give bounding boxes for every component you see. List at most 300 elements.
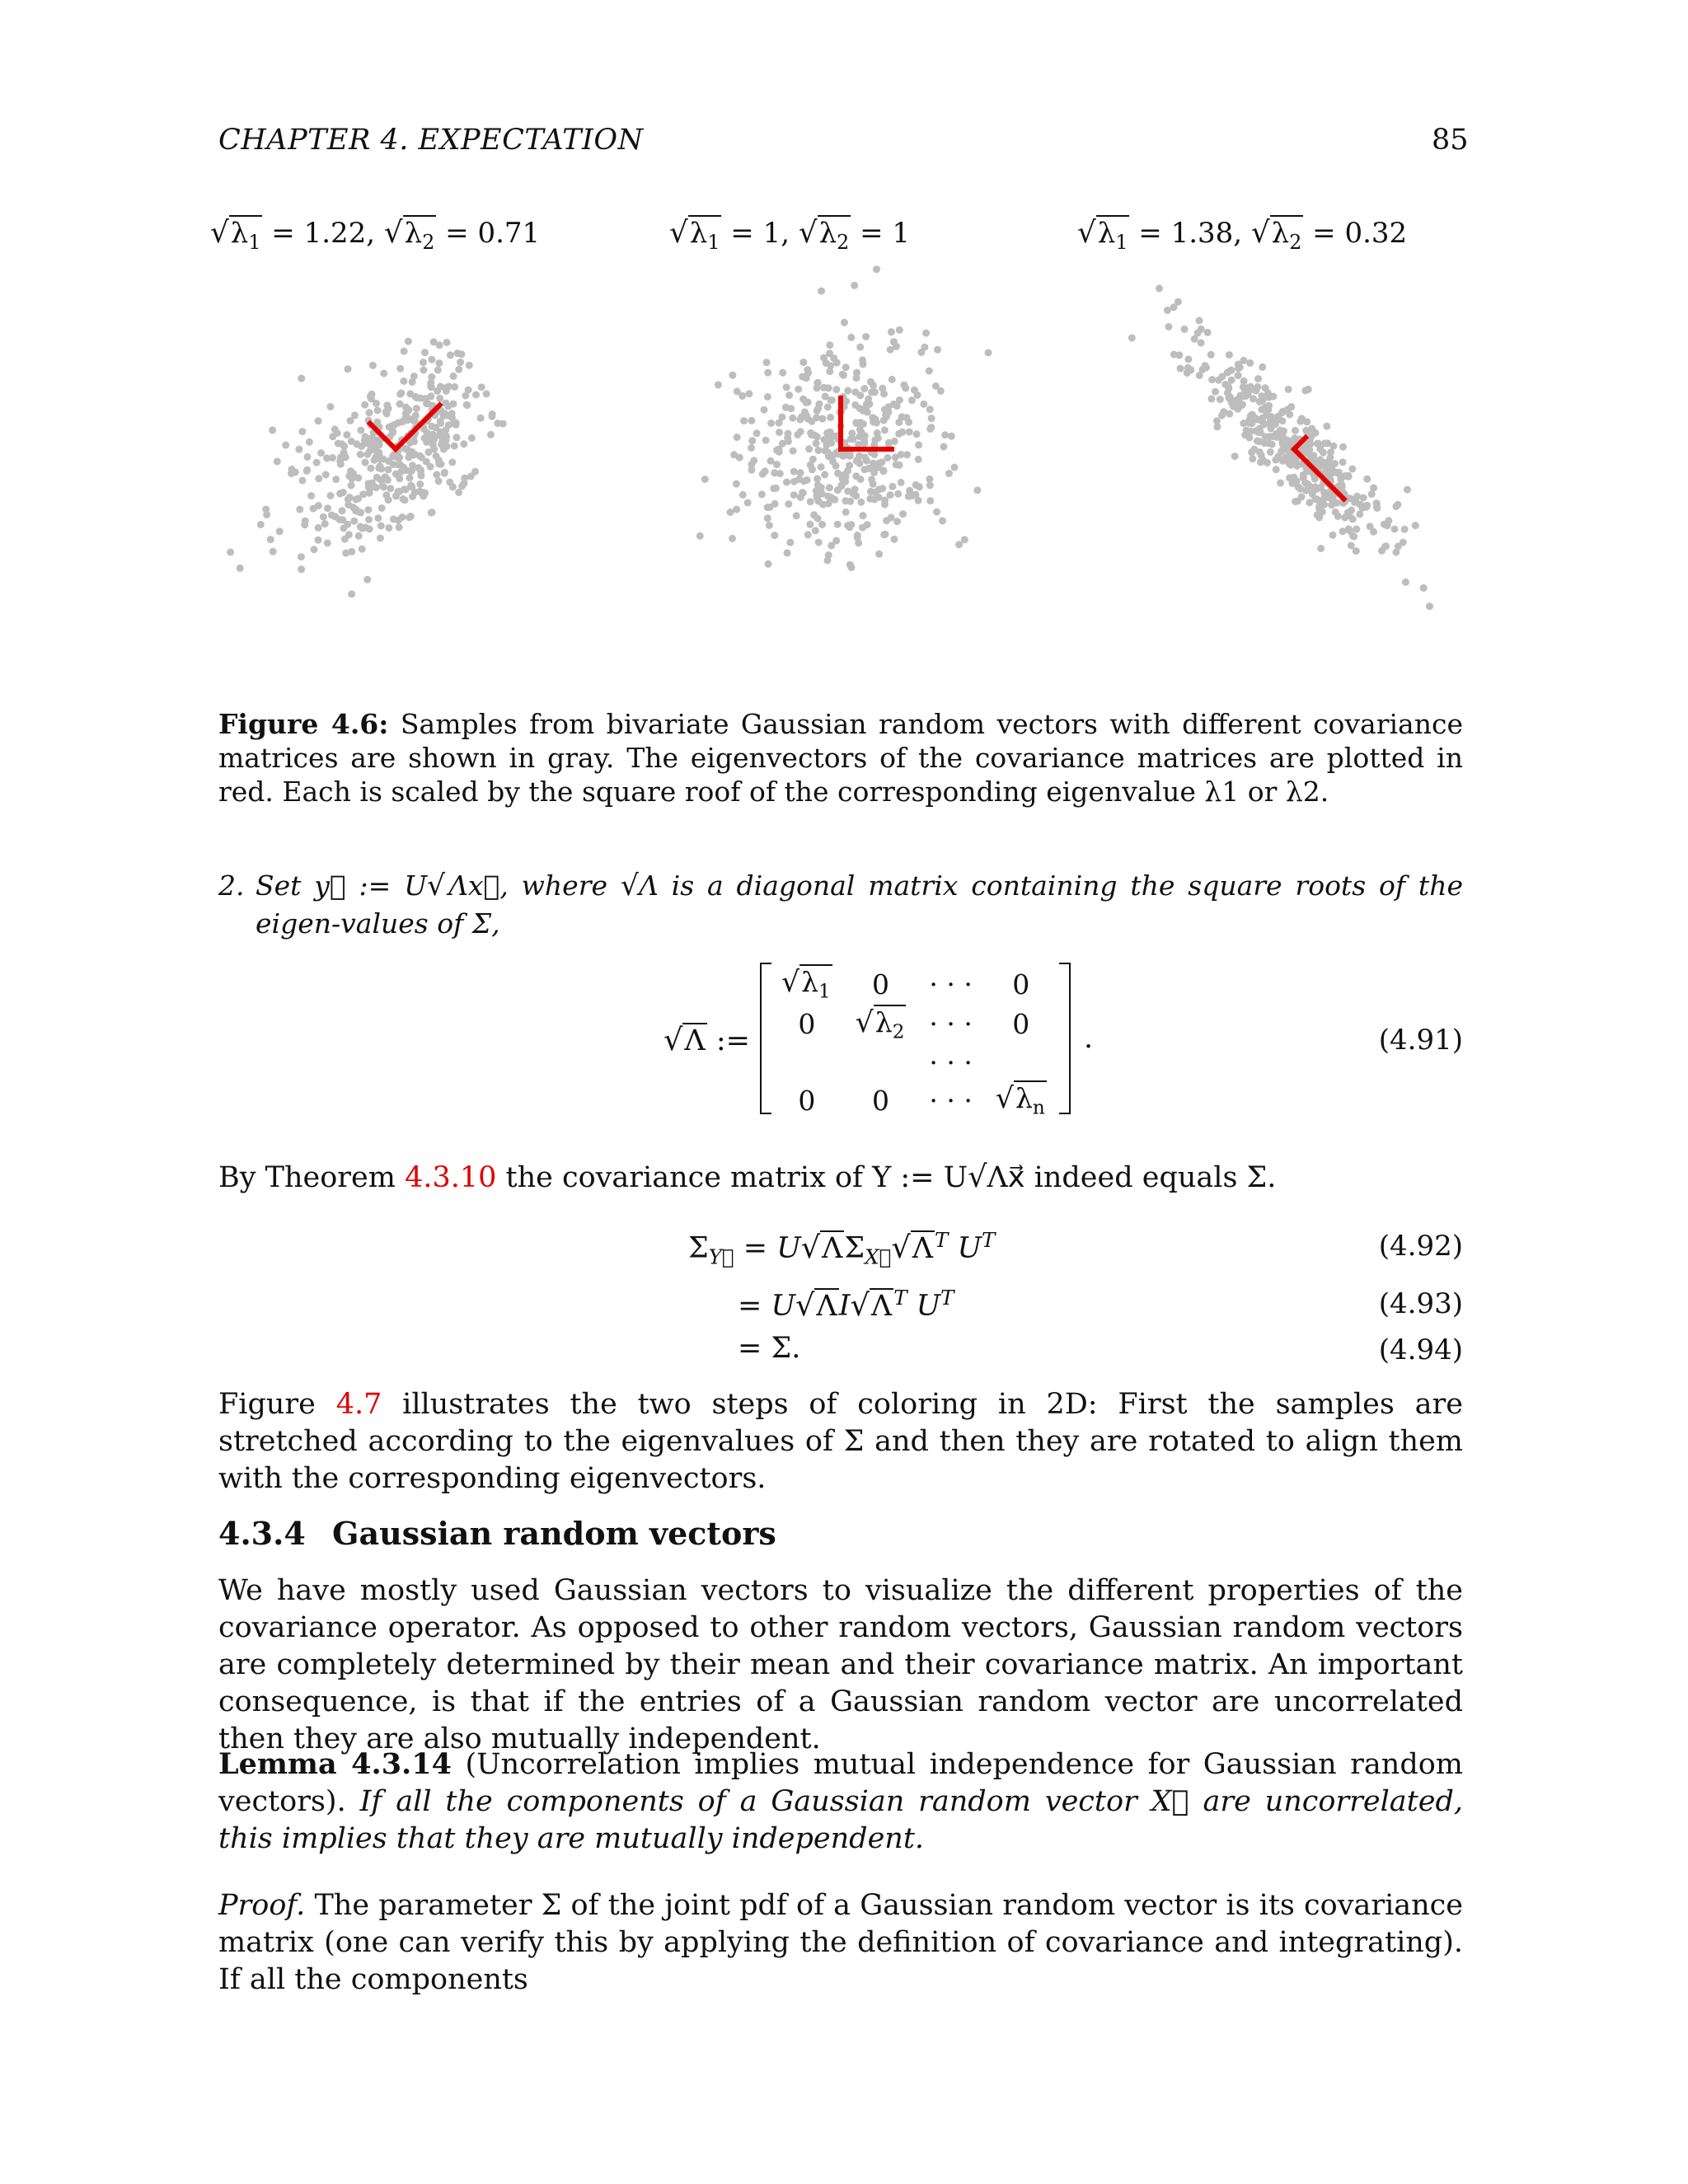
sample-point	[758, 490, 766, 498]
sample-point	[818, 463, 825, 471]
sample-point	[763, 359, 771, 366]
sample-point	[1314, 496, 1321, 504]
sample-point	[1404, 486, 1411, 494]
sample-point	[933, 509, 940, 516]
sample-point	[851, 485, 859, 493]
sample-point	[348, 482, 355, 490]
sample-point	[1156, 284, 1163, 292]
sample-point	[813, 440, 820, 448]
sample-point	[1248, 448, 1255, 456]
sample-point	[1207, 351, 1215, 359]
sample-point	[466, 362, 473, 369]
sample-point	[1311, 429, 1319, 437]
panel-title-2: $√\lambda_1 = 1$, $√\lambda_2 = 1$	[669, 216, 911, 254]
sample-point	[805, 445, 813, 452]
sample-point	[367, 485, 374, 492]
sample-point	[1401, 526, 1409, 533]
sample-point	[1217, 396, 1224, 403]
equation-number-492: (4.92)	[1378, 1230, 1463, 1263]
sample-point	[324, 540, 331, 547]
sample-point	[860, 512, 867, 519]
sample-point	[736, 454, 743, 462]
sample-point	[1262, 433, 1269, 440]
sample-point	[715, 381, 722, 388]
running-header: CHAPTER 4. EXPECTATION	[218, 124, 644, 157]
sample-point	[1329, 532, 1337, 539]
sample-point	[1317, 545, 1325, 552]
sample-point	[764, 393, 771, 401]
sample-point	[831, 496, 838, 504]
sample-point	[1275, 452, 1282, 460]
sample-point	[896, 326, 903, 334]
sample-point	[449, 483, 457, 490]
sample-point	[396, 391, 404, 398]
sample-point	[455, 489, 462, 496]
sample-point	[1306, 440, 1314, 448]
sample-point	[296, 506, 303, 513]
sample-point	[856, 344, 864, 351]
theorem-ref-link[interactable]: 4.3.10	[405, 1161, 497, 1194]
sample-point	[405, 338, 412, 345]
sample-point	[423, 400, 430, 407]
sample-point	[451, 443, 458, 450]
sample-point	[267, 536, 274, 543]
sample-point	[1303, 418, 1311, 425]
sample-point	[416, 488, 424, 495]
sample-point	[937, 387, 945, 395]
sample-point	[1339, 443, 1347, 451]
sample-point	[374, 514, 382, 522]
sample-point	[499, 420, 507, 428]
sample-point	[1353, 547, 1360, 555]
sample-point	[859, 407, 866, 415]
sample-point	[1207, 395, 1215, 402]
sample-point	[796, 416, 804, 424]
sample-point	[921, 344, 928, 351]
sample-point	[1184, 355, 1192, 363]
sample-point	[432, 424, 439, 431]
sample-point	[799, 489, 806, 496]
sample-point	[765, 560, 772, 568]
sample-point	[1332, 509, 1339, 516]
sample-point	[367, 465, 374, 472]
sample-point	[847, 435, 855, 443]
sample-point	[785, 500, 792, 508]
sample-point	[430, 446, 438, 453]
sample-point	[748, 437, 756, 444]
sample-point	[1220, 408, 1227, 415]
sample-point	[298, 375, 305, 382]
sample-point	[1339, 458, 1347, 466]
sample-point	[804, 531, 812, 538]
sample-point	[443, 339, 451, 346]
sample-point	[1311, 475, 1319, 482]
sample-point	[871, 388, 879, 396]
sample-point	[883, 413, 890, 420]
sample-point	[889, 483, 896, 490]
sample-point	[926, 368, 933, 375]
sample-point	[782, 404, 790, 411]
sample-point	[827, 362, 834, 369]
sample-point	[396, 454, 403, 462]
sample-point	[873, 419, 880, 427]
matrix-bracket-right	[1059, 963, 1071, 1114]
sample-point	[385, 466, 392, 473]
sample-point	[352, 507, 359, 514]
sample-point	[767, 457, 775, 465]
sample-point	[457, 350, 465, 358]
sample-point	[814, 494, 821, 502]
scatter-plot-2	[643, 260, 1039, 639]
sample-point	[420, 359, 427, 366]
sample-point	[331, 425, 339, 433]
sample-point	[841, 471, 848, 479]
equation-493: = $U√\Lambda I√\Lambda^T$ $U^T$	[738, 1286, 954, 1323]
sample-point	[807, 429, 814, 437]
equation-494: = Σ.	[738, 1332, 801, 1365]
sample-point	[884, 454, 892, 462]
sample-point	[447, 351, 454, 359]
sample-point	[436, 341, 443, 349]
sample-point	[934, 346, 941, 354]
sample-point	[1391, 526, 1399, 533]
sample-point	[1263, 404, 1270, 411]
sample-point	[337, 461, 345, 468]
sample-point	[807, 498, 814, 505]
sample-point	[846, 498, 854, 505]
sample-point	[841, 319, 848, 326]
section-heading: 4.3.4 Gaussian random vectors	[218, 1515, 776, 1552]
sample-point	[1327, 448, 1334, 456]
sample-point	[881, 426, 889, 434]
sample-point	[815, 539, 823, 546]
sample-point	[739, 491, 747, 499]
sample-point	[825, 551, 832, 559]
sample-point	[315, 475, 322, 482]
sample-point	[985, 349, 992, 357]
sample-point	[343, 431, 350, 438]
sample-point	[376, 441, 383, 448]
equation-number-493: (4.93)	[1378, 1287, 1463, 1320]
sample-point	[900, 382, 907, 389]
sample-point	[853, 369, 860, 377]
sample-point	[783, 383, 790, 391]
sample-point	[905, 419, 912, 426]
sample-point	[376, 453, 383, 461]
sample-point	[389, 429, 396, 436]
sample-point	[1306, 499, 1313, 506]
scatter-plot-1	[198, 260, 593, 639]
sample-point	[1170, 351, 1178, 359]
sample-point	[406, 474, 414, 481]
sample-point	[804, 366, 811, 373]
sample-point	[806, 521, 814, 528]
sample-point	[793, 512, 800, 519]
sample-point	[889, 376, 896, 383]
sample-point	[1202, 362, 1209, 369]
sample-point	[1212, 388, 1219, 396]
sample-point	[888, 328, 895, 335]
sample-point	[1226, 351, 1233, 359]
sample-point	[276, 527, 284, 535]
sample-point	[1245, 384, 1252, 391]
sample-point	[740, 417, 748, 424]
sample-point	[834, 470, 842, 477]
sample-point	[867, 378, 874, 386]
sample-point	[369, 362, 377, 369]
sample-point	[799, 396, 807, 403]
sample-point	[1264, 459, 1271, 466]
sample-point	[814, 476, 821, 483]
sample-point	[1319, 461, 1326, 468]
sample-point	[327, 492, 335, 499]
sample-point	[846, 452, 854, 460]
sample-point	[351, 411, 359, 419]
sample-point	[392, 492, 400, 499]
sample-point	[1170, 303, 1178, 311]
sample-point	[915, 441, 922, 448]
sample-point	[941, 431, 949, 438]
sample-point	[753, 429, 761, 437]
sample-point	[895, 419, 903, 426]
sample-point	[363, 576, 371, 583]
sample-point	[832, 386, 840, 393]
sample-point	[377, 535, 384, 542]
sample-point	[445, 421, 452, 429]
sample-point	[396, 523, 403, 531]
sample-point	[790, 478, 798, 485]
sample-point	[1235, 372, 1242, 379]
sample-point	[851, 282, 858, 289]
sample-point	[733, 506, 740, 513]
sample-point	[445, 383, 452, 391]
matrix-period: .	[1084, 1022, 1094, 1055]
sample-point	[407, 513, 415, 520]
sample-point	[436, 395, 443, 402]
sample-point	[413, 405, 420, 412]
sample-point	[916, 483, 923, 490]
sample-point	[734, 434, 741, 441]
sample-point	[814, 407, 821, 415]
sample-point	[1196, 372, 1203, 379]
sample-point	[438, 461, 445, 468]
sample-point	[420, 367, 427, 374]
sample-point	[945, 470, 953, 477]
sample-point	[821, 471, 828, 478]
sample-point	[457, 359, 464, 366]
sample-point	[373, 400, 380, 407]
sample-point	[846, 523, 853, 531]
sample-point	[926, 425, 934, 433]
sample-point	[429, 431, 437, 438]
sample-point	[767, 504, 774, 511]
sample-point	[1213, 423, 1221, 430]
sample-point	[326, 403, 334, 410]
sample-point	[851, 388, 859, 396]
sample-point	[818, 288, 825, 295]
sample-point	[1228, 367, 1236, 374]
sample-point	[908, 396, 916, 404]
sample-point	[478, 383, 485, 391]
sample-point	[857, 499, 865, 506]
sample-point	[1320, 449, 1327, 457]
sample-point	[812, 527, 819, 534]
sample-point	[448, 414, 456, 421]
sample-point	[922, 330, 930, 337]
equation-492: $\Sigma_{Y⃗} = U√\Lambda\Sigma_{X⃗}√\Lambda^T$ $U^T$	[688, 1228, 996, 1269]
sample-point	[854, 534, 861, 541]
sample-point	[785, 391, 793, 399]
panel-title-1: $√\lambda_1 = 1.22$, $√\lambda_2 = 0.71$	[210, 216, 541, 254]
sample-point	[870, 480, 877, 488]
sample-point	[828, 396, 835, 404]
sample-point	[880, 390, 888, 397]
sample-point	[804, 415, 811, 423]
page-number: 85	[1432, 124, 1469, 157]
sample-point	[862, 333, 870, 340]
sample-point	[1381, 521, 1388, 528]
sample-point	[1239, 401, 1246, 408]
sample-point	[1225, 383, 1232, 391]
sample-point	[421, 349, 429, 356]
list-item-2: 2. Set y⃗ := U√ Λx⃗, where √Λ is a diagonal matrix containing the square roots of the eigen-values of Σ,	[218, 869, 1463, 940]
sample-point	[307, 492, 315, 499]
sample-point	[911, 387, 918, 394]
sample-point	[859, 524, 866, 532]
sample-point	[385, 496, 392, 504]
sample-point	[1259, 363, 1266, 371]
sample-point	[365, 516, 373, 523]
sample-point	[860, 437, 868, 444]
sample-point	[402, 410, 410, 417]
sample-point	[1420, 584, 1428, 592]
sample-point	[1344, 509, 1352, 517]
sample-point	[1304, 480, 1311, 488]
sample-point	[1302, 427, 1310, 434]
sample-point	[1215, 377, 1222, 384]
sample-point	[340, 443, 348, 450]
sample-point	[771, 532, 778, 539]
sample-point	[450, 373, 457, 380]
sample-point	[315, 502, 322, 509]
sample-point	[1128, 335, 1136, 342]
sample-point	[417, 395, 424, 402]
sample-point	[303, 466, 311, 474]
sample-point	[435, 359, 443, 367]
sample-point	[857, 429, 865, 436]
sample-point	[883, 517, 890, 524]
sample-point	[355, 532, 363, 540]
sample-point	[1356, 510, 1363, 518]
sample-point	[382, 475, 390, 482]
proof-paragraph: Proof. The parameter Σ of the joint pdf of a Gaussian random vector is its covariance matrix (one can verify this by applying the definition of covariance and integrating). If all the components	[218, 1889, 1463, 1996]
sample-point	[818, 484, 825, 491]
sample-point	[810, 511, 818, 518]
sample-point	[928, 415, 935, 422]
sample-point	[1370, 485, 1377, 492]
sample-point	[461, 475, 468, 482]
sample-point	[444, 402, 452, 410]
sample-point	[842, 509, 850, 516]
sample-point	[387, 485, 394, 492]
sample-point	[776, 470, 784, 477]
sample-point	[336, 490, 344, 497]
sample-point	[764, 514, 771, 522]
figure-ref-link[interactable]: 4.7	[335, 1388, 382, 1421]
sample-point	[487, 431, 495, 438]
sample-point	[380, 483, 387, 490]
sample-point	[818, 415, 826, 423]
sample-point	[865, 396, 872, 403]
sample-point	[288, 470, 295, 477]
sample-point	[826, 341, 833, 349]
sample-point	[416, 480, 424, 488]
sample-point	[377, 523, 385, 530]
sample-point	[400, 377, 407, 385]
sample-point	[397, 468, 405, 476]
sample-point	[421, 434, 429, 442]
sample-point	[329, 454, 336, 462]
sample-point	[313, 459, 321, 466]
sample-point	[396, 401, 404, 408]
sample-point	[362, 459, 369, 466]
sample-point	[827, 414, 834, 421]
sample-point	[795, 386, 802, 393]
sample-point	[359, 525, 366, 532]
section-paragraph: We have mostly used Gaussian vectors to visualize the different properties of the covariance operator. As opposed to other random vectors, Gaussian random vectors are completely determined by their mean and their covariance matrix. An important consequence, is that if the entries of a Gaussian random vector are uncorrelated then they are also mutually independent.	[218, 1574, 1463, 1755]
sample-point	[1363, 476, 1371, 483]
sample-point	[828, 439, 835, 447]
sample-point	[1412, 522, 1419, 529]
sample-point	[762, 467, 769, 475]
sample-point	[324, 504, 331, 512]
sample-point	[416, 452, 424, 460]
sample-point	[332, 476, 340, 483]
sample-point	[348, 438, 355, 445]
sample-point	[1348, 466, 1356, 473]
sample-point	[1263, 411, 1270, 419]
sample-point	[874, 434, 882, 442]
sample-point	[262, 506, 270, 513]
sqrt-lambda-matrix: $√\lambda_1$ 0 · · · 0 0 $√\lambda_2$ · · · 0 · · · 0 0 · · · $√\lambda_n$	[781, 966, 1045, 1119]
sample-point	[799, 359, 807, 366]
sample-point	[1282, 453, 1289, 461]
sample-point	[361, 401, 368, 409]
sample-point	[483, 390, 490, 397]
sample-point	[364, 506, 372, 513]
sample-point	[834, 521, 842, 528]
sample-point	[860, 420, 867, 428]
sample-point	[1292, 427, 1299, 434]
scatter-plot-3	[1096, 260, 1492, 639]
figure-caption: Figure 4.6: Samples from bivariate Gaussian random vectors with different covariance matrices are shown in gray. The eigenvectors of the covariance matrices are plotted in red. Each is scaled by the square roof of the corresponding eigenvalue λ1 or λ2.	[218, 708, 1464, 808]
sample-point	[1353, 526, 1360, 533]
sample-point	[815, 447, 823, 454]
sample-point	[1373, 499, 1381, 507]
sample-point	[790, 448, 797, 455]
sample-point	[269, 426, 276, 434]
sample-point	[696, 532, 704, 540]
sample-point	[460, 440, 467, 448]
sample-point	[859, 356, 866, 363]
sample-point	[455, 366, 462, 373]
sample-point	[321, 520, 329, 527]
sample-point	[961, 536, 968, 543]
sample-point	[783, 479, 790, 486]
sample-point	[1264, 389, 1272, 396]
sample-point	[1165, 323, 1172, 330]
sample-point	[383, 401, 391, 409]
